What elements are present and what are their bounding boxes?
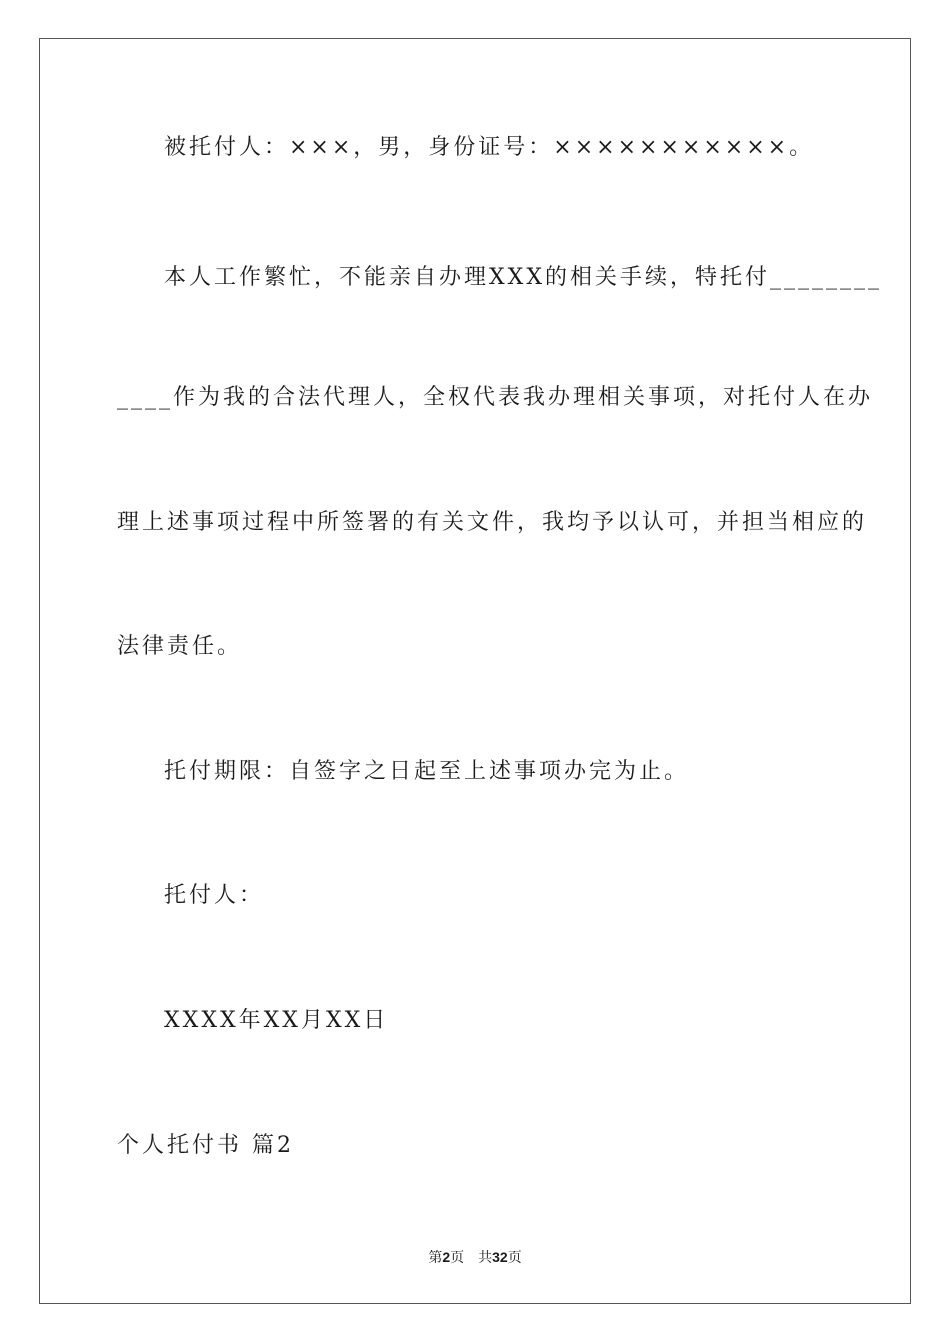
date-line: XXXX年XX月XX日 [164,1008,389,1033]
principal-signature-line: 托付人： [164,883,265,908]
paragraph-line: ____作为我的合法代理人，全权代表我办理相关事项，对托付人在办 [117,385,874,410]
trustee-line: 被托付人：×××，男，身份证号：×××××××××××。 [164,135,815,160]
section-heading: 个人托付书 篇2 [117,1133,294,1158]
paragraph-line: 理上述事项过程中所签署的有关文件，我均予以认可，并担当相应的 [117,510,868,535]
page-border [39,38,911,1304]
paragraph-line: 本人工作繁忙，不能亲自办理XXX的相关手续，特托付________ [164,265,882,290]
page-prefix: 第 [428,1250,443,1266]
page-suffix: 页 [450,1250,465,1266]
term-line: 托付期限：自签字之日起至上述事项办完为止。 [164,759,690,784]
page-number: 2 [442,1249,451,1265]
total-suffix: 页 [507,1250,522,1266]
page-footer [0,1248,950,1267]
total-prefix: 共 [478,1250,493,1266]
total-pages: 32 [492,1249,508,1265]
paragraph-line: 法律责任。 [117,634,243,659]
